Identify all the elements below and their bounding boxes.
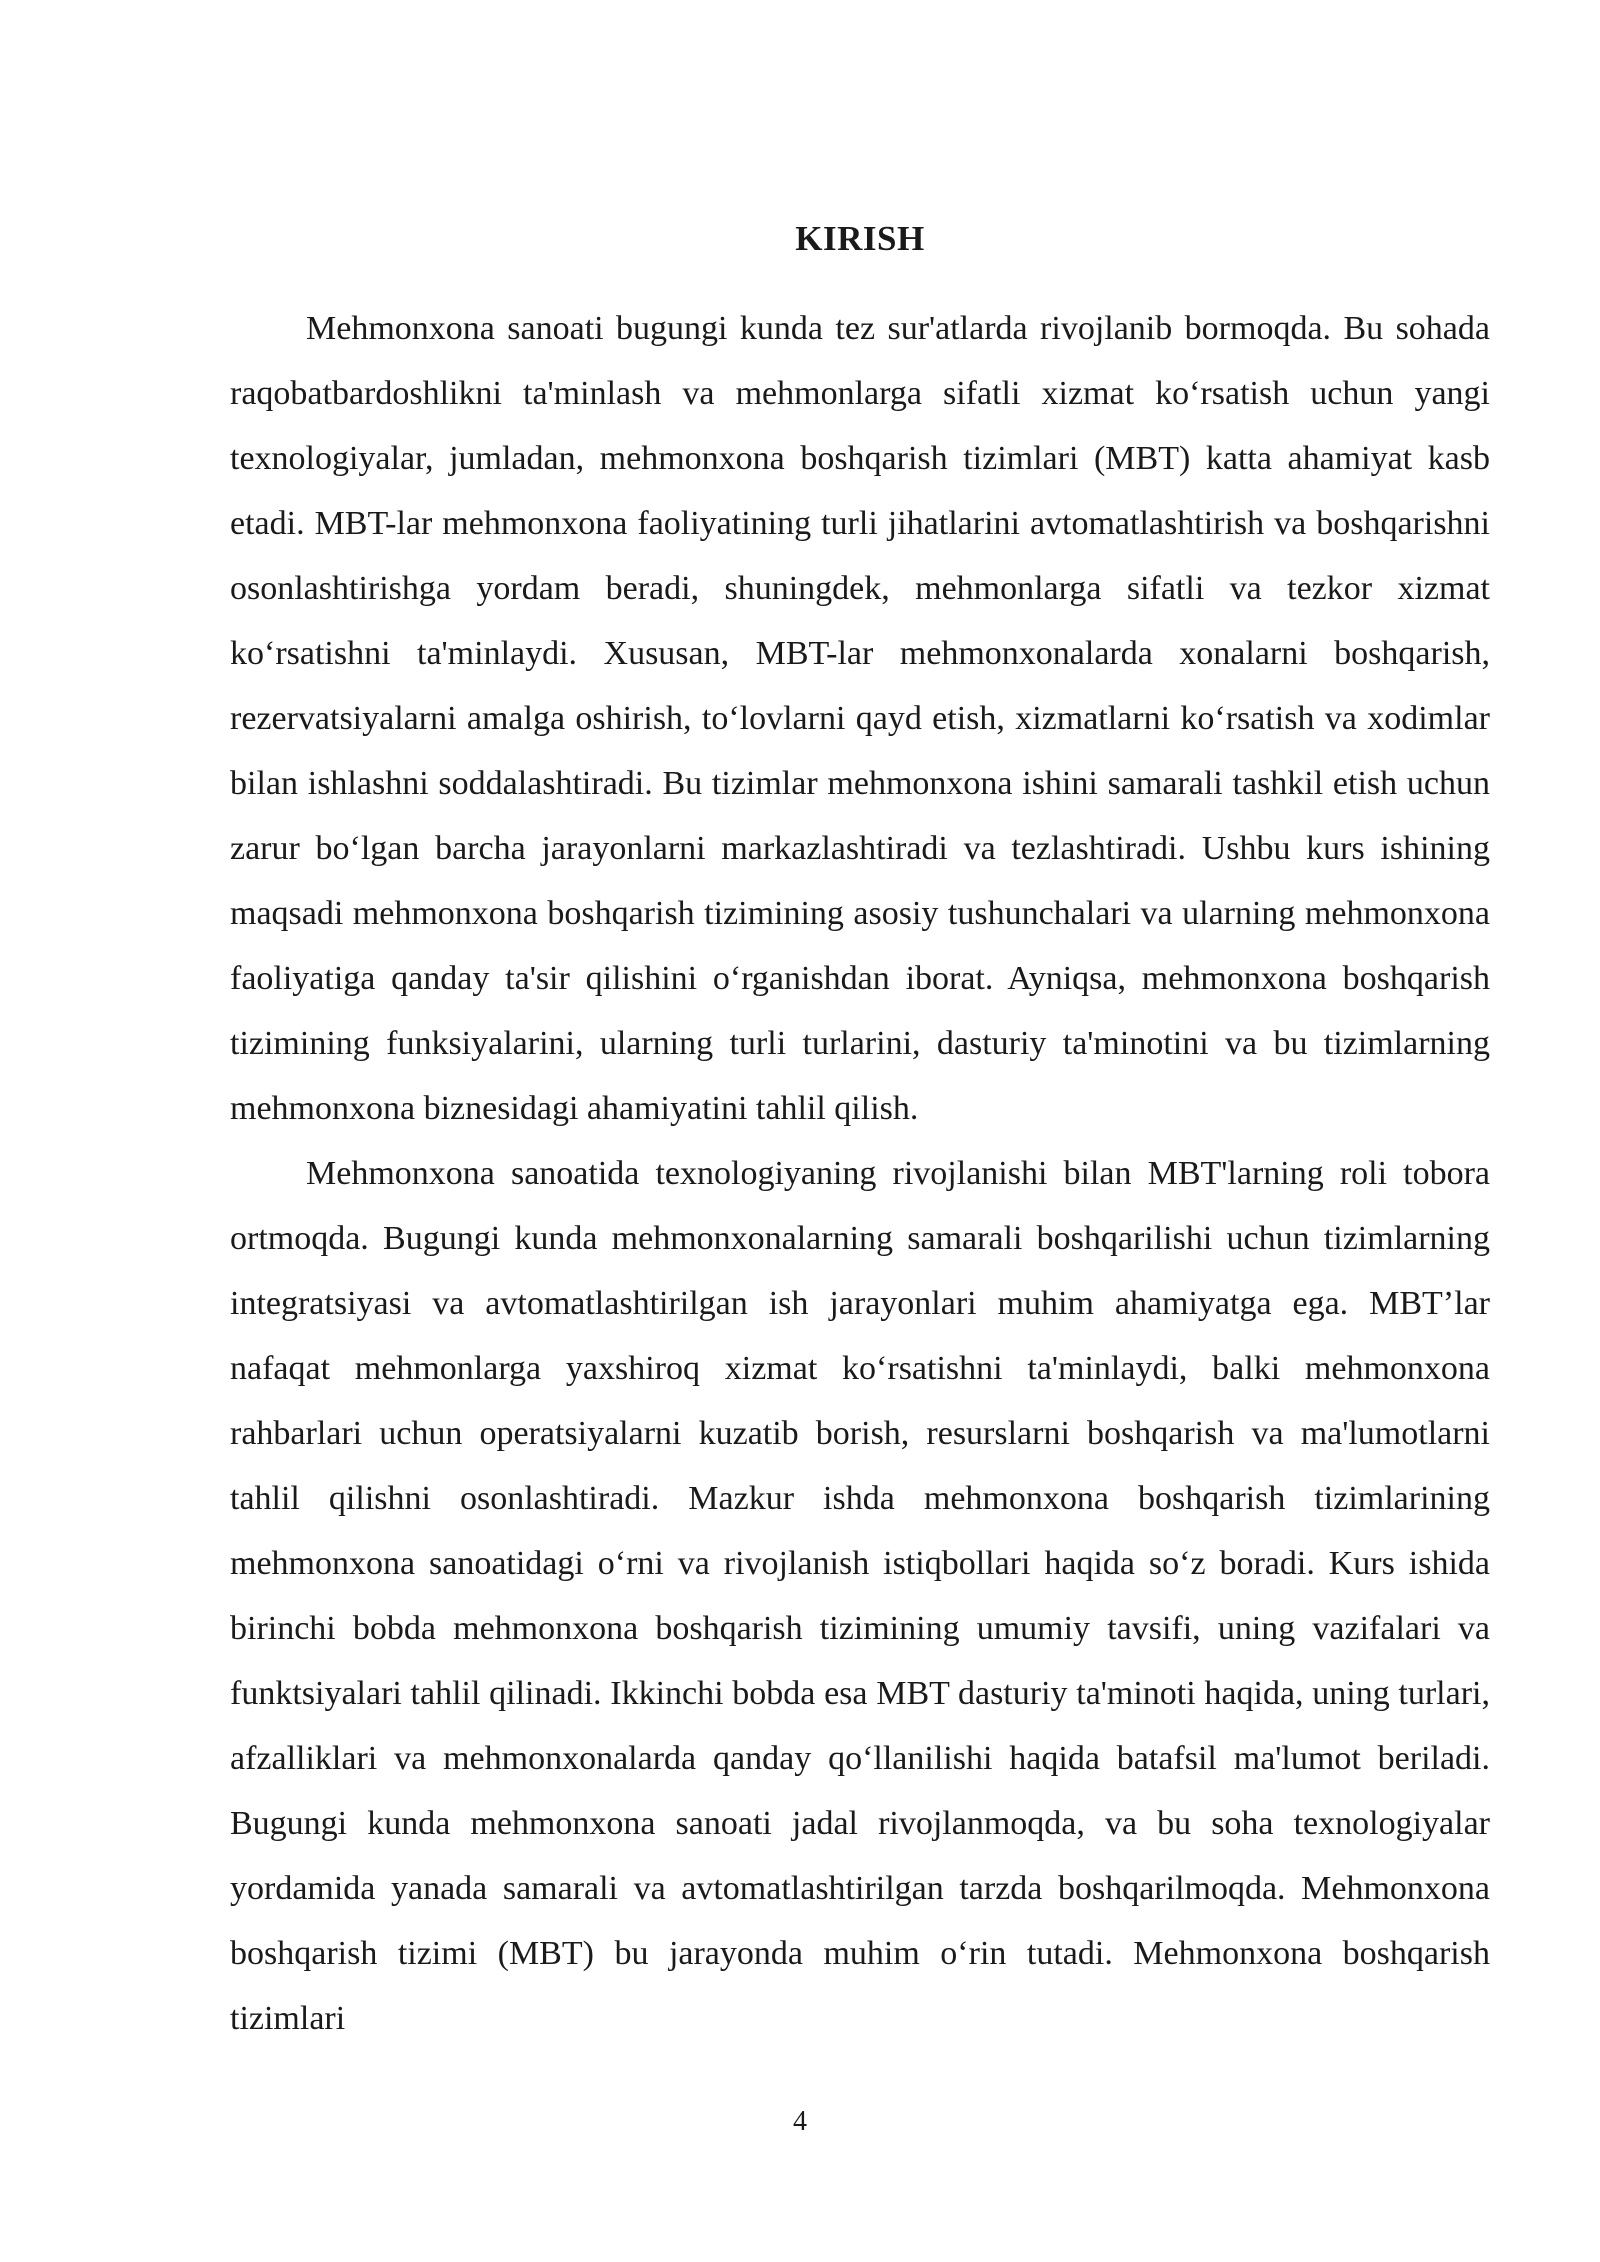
paragraph-1: Mehmonxona sanoati bugungi kunda tez sur'atlarda rivojlanib bormoqda. Bu sohada raqobatbardoshlikni ta'minlash va mehmonlarga sifatli xizmat ko‘rsatish uchun yangi texnologiyalar, jumladan, mehmonxona boshqarish tizimlari (MBT) katta ahamiyat kasb etadi. MBT-lar mehmonxona faoliyatining turli jihatlarini avtomatlashtirish va boshqarishni osonlashtirishga yordam beradi, shuningdek, mehmonlarga sifatli va tezkor xizmat ko‘rsatishni ta'minlaydi. Xususan, MBT-lar mehmonxonalarda xonalarni boshqarish, rezervatsiyalarni amalga oshirish, to‘lovlarni qayd etish, xizmatlarni ko‘rsatish va xodimlar bilan ishlashni soddalashtiradi. Bu tizimlar mehmonxona ishini samarali tashkil etish uchun zarur bo‘lgan barcha jarayonlarni markazlashtiradi va tezlashtiradi. Ushbu kurs ishining maqsadi mehmonxona boshqarish tizimining asosiy tushunchalari va ularning mehmonxona faoliyatiga qanday ta'sir qilishini o‘rganishdan iborat. Ayniqsa, mehmonxona boshqarish tizimining funksiyalarini, ularning turli turlarini, dasturiy ta'minotini va bu tizimlarning mehmonxona biznesidagi ahamiyatini tahlil qilish. [230,310,1490,1127]
page-number: 4 [793,2106,807,2137]
paragraph-2: Mehmonxona sanoatida texnologiyaning rivojlanishi bilan MBT'larning roli tobora ortmoqda. Bugungi kunda mehmonxonalarning samarali boshqarilishi uchun tizimlarning integratsiyasi va avtomatlashtirilgan ish jarayonlari muhim ahamiyatga ega. MBT’lar nafaqat mehmonlarga yaxshiroq xizmat ko‘rsatishni ta'minlaydi, balki mehmonxona rahbarlari uchun operatsiyalarni kuzatib borish, resurslarni boshqarish va ma'lumotlarni tahlil qilishni osonlashtiradi. Mazkur ishda mehmonxona boshqarish tizimlarining mehmonxona sanoatidagi o‘rni va rivojlanish istiqbollari haqida so‘z boradi. Kurs ishida birinchi bobda mehmonxona boshqarish tizimining umumiy tavsifi, uning vazifalari va funktsiyalari tahlil qilinadi. Ikkinchi bobda esa MBT dasturiy ta'minoti haqida, uning turlari, afzalliklari va mehmonxonalarda qanday qo‘llanilishi haqida batafsil ma'lumot beriladi. Bugungi kunda mehmonxona sanoati jadal rivojlanmoqda, va bu soha texnologiyalar yordamida yanada samarali va avtomatlashtirilgan tarzda boshqarilmoqda. Mehmonxona boshqarish tizimi (MBT) bu jarayonda muhim o‘rin tutadi. Mehmonxona boshqarish tizimlari [230,1155,1490,2037]
section-heading: KIRISH [795,219,925,258]
body-text [230,296,1490,2051]
